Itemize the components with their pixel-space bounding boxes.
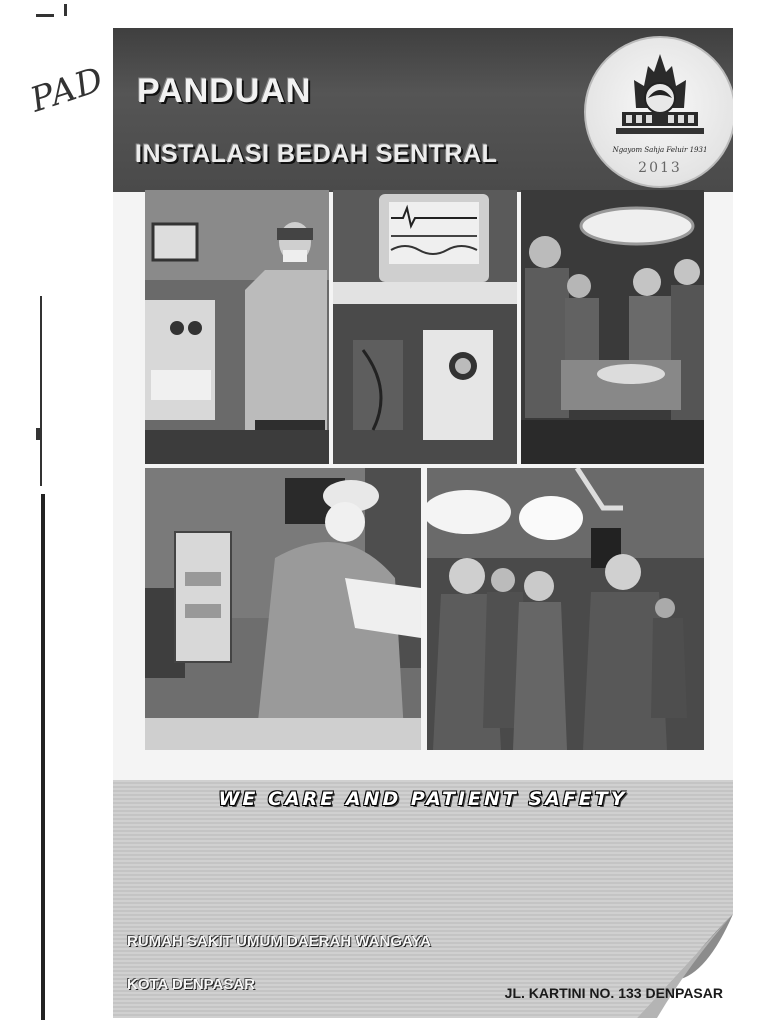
logo-motto: Ngayom Sahja Feluir 1931: [612, 146, 708, 154]
patient-monitor-photo: [333, 190, 517, 464]
anesthesia-room-photo: [145, 190, 329, 464]
surgeon-operating-photo: [145, 468, 421, 750]
scan-line: [41, 494, 45, 1020]
scan-mark: [64, 4, 67, 16]
surgical-team-photo: [521, 190, 704, 464]
hospital-emblem-icon: [614, 52, 706, 148]
logo-year: 2013: [638, 160, 682, 176]
hospital-logo: [584, 36, 733, 188]
scan-mark: [36, 14, 54, 17]
scan-line: [40, 296, 42, 486]
cover-title: PANDUAN: [137, 72, 312, 110]
scan-mark: [36, 428, 42, 440]
cover-subtitle: INSTALASI BEDAH SENTRAL: [135, 140, 498, 168]
street-address: JL. KARTINI NO. 133 DENPASAR: [504, 985, 723, 1001]
operating-theatre-photo: [427, 468, 704, 750]
handwritten-note: PAD: [25, 59, 109, 121]
hospital-name: RUMAH SAKIT UMUM DAERAH WANGAYA: [127, 933, 431, 950]
page-curl-icon: [637, 914, 733, 1018]
city-name: KOTA DENPASAR: [127, 976, 256, 993]
document-cover: [113, 28, 733, 1018]
slogan: WE CARE AND PATIENT SAFETY: [218, 788, 628, 810]
